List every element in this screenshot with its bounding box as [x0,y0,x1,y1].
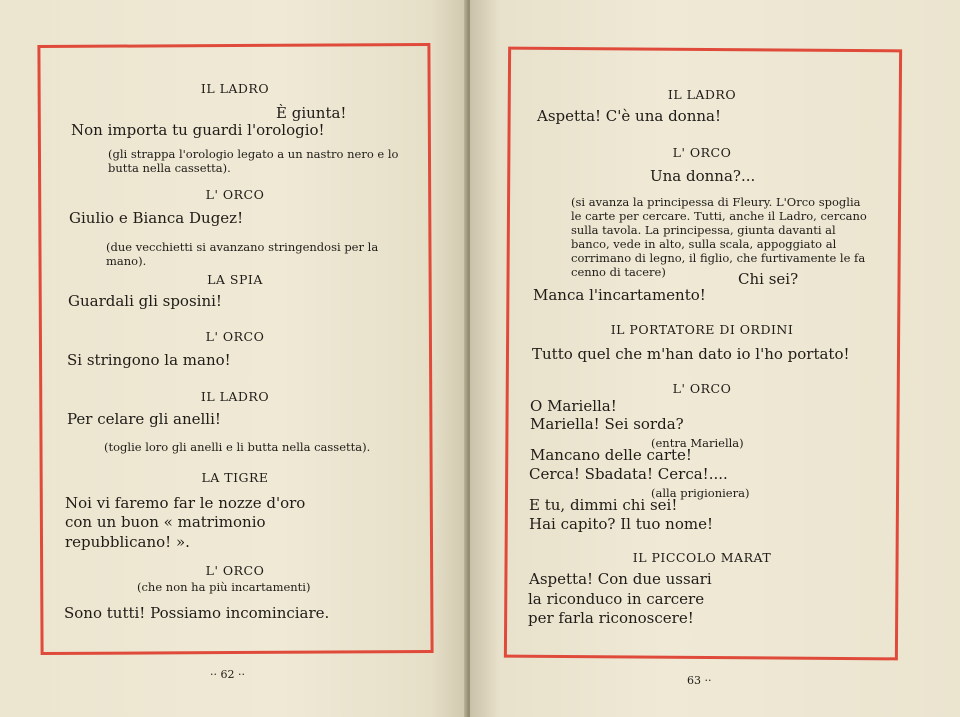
dialogue-line: Giulio e Bianca Dugez! [69,209,244,227]
dialogue-line: Per celare gli anelli! [67,410,221,428]
dialogue-line: per farla riconoscere! [528,609,694,627]
dialogue-line: Sono tutti! Possiamo incominciare. [64,604,330,622]
left-page [0,0,468,717]
dialogue-line: E tu, dimmi chi sei! [529,496,678,514]
stage-direction: (si avanza la principessa di Fleury. L'Orco spoglia le carte per cercare. Tutti, anche il Ladro, cercano sulla tavola. La principessa, giunta davanti al banco, vede in alto, sulla scala, appoggiato al corrimano di legno, il figlio, che furtivamente le fa cenno di tacere) [571,195,867,279]
speaker-label: IL LADRO [667,87,737,102]
speaker-label: IL LADRO [200,81,270,96]
stage-direction: (alla prigioniera) [651,486,750,500]
dialogue-line: Mariella! Sei sorda? [530,415,684,433]
dialogue-line: Guardali gli sposini! [68,292,222,310]
speaker-label: L' ORCO [672,145,732,160]
stage-direction: (entra Mariella) [651,436,744,450]
dialogue-line: Cerca! Sbadata! Cerca!.... [529,465,728,483]
speaker-label: LA TIGRE [201,470,269,485]
right-page [470,0,960,717]
speaker-label: L' ORCO [672,381,732,396]
stage-direction: (gli strappa l'orologio legato a un nastro nero e lo butta nella cassetta). [108,147,399,175]
dialogue-line: Hai capito? Il tuo nome! [529,515,713,533]
page-number: 63 ·· [687,674,712,687]
dialogue-line: Noi vi faremo far le nozze d'oro [65,494,306,512]
dialogue-line: Mancano delle carte! [530,446,692,464]
speaker-label: LA SPIA [207,272,263,287]
dialogue-line: Tutto quel che m'han dato io l'ho portato! [532,345,850,363]
speaker-label: IL PICCOLO MARAT [632,550,772,565]
stage-direction: (che non ha più incartamenti) [137,580,311,594]
dialogue-line: Una donna?... [650,167,756,185]
dialogue-line: Aspetta! C'è una donna! [537,107,722,125]
speaker-label: L' ORCO [205,187,265,202]
stage-direction: (due vecchietti si avanzano stringendosi per la mano). [106,240,379,268]
dialogue-line: la riconduco in carcere [528,590,705,608]
speaker-label: L' ORCO [205,563,265,578]
dialogue-line: Chi sei? [738,270,799,288]
dialogue-line: Aspetta! Con due ussari [529,570,712,588]
page-number: ·· 62 ·· [210,668,245,681]
dialogue-line: Si stringono la mano! [67,351,231,369]
stage-direction: (toglie loro gli anelli e li butta nella cassetta). [104,440,371,454]
speaker-label: IL LADRO [200,389,270,404]
dialogue-line: con un buon « matrimonio [65,513,266,531]
dialogue-line: Non importa tu guardi l'orologio! [71,121,325,139]
dialogue-line: È giunta! [276,104,347,122]
speaker-label: L' ORCO [205,329,265,344]
dialogue-line: O Mariella! [530,397,617,415]
dialogue-line: Manca l'incartamento! [533,286,706,304]
speaker-label: IL PORTATORE DI ORDINI [610,322,794,337]
dialogue-line: repubblicano! ». [65,533,190,551]
